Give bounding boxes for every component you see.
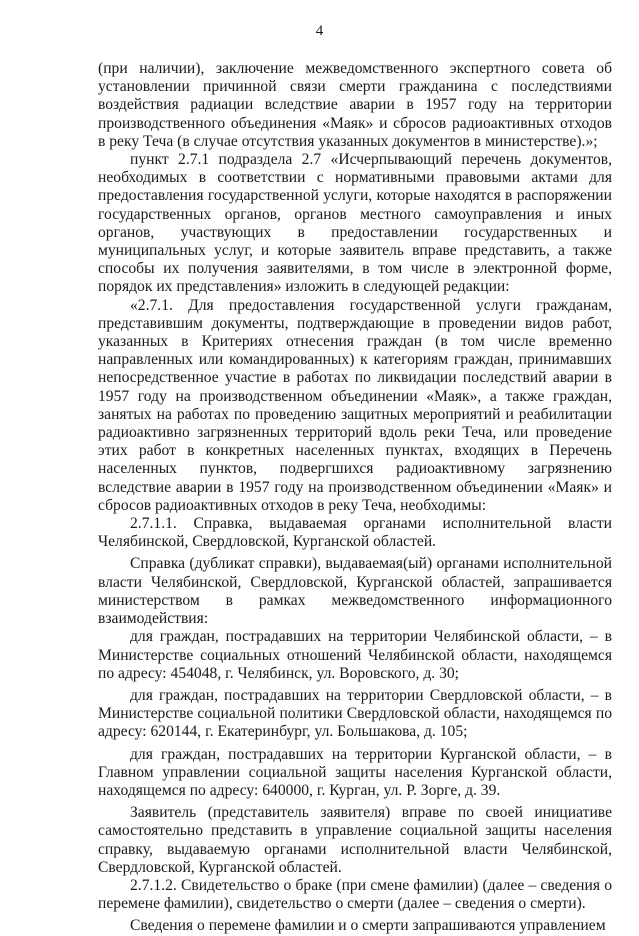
paragraph-name-change-death: Сведения о перемене фамилии и о смерти запрашиваются управлением bbox=[130, 917, 606, 935]
paragraph-kurgan: для граждан, пострадавших на территории Курганской области, – в Главном управлении социальной защиты населения Курганской области, находящемся по адресу: 640000, г. Курган, ул. Р. Зорге, д. 39. bbox=[98, 745, 612, 799]
paragraph-continuation: (при наличии), заключение межведомственного экспертного совета об установлении причинной связи смерти гражданина с последствиями воздействия радиации вследствие аварии в 1957 году на территории производственного объединения «Маяк» и сбросов радиоактивных отходов в реку Теча (в случае отсутствия указанных документов в министерстве).»; bbox=[98, 60, 612, 150]
paragraph-2-7-1-1: 2.7.1.1. Справка, выдаваемая органами исполнительной власти Челябинской, Свердловской, Курганской областей. bbox=[98, 515, 612, 551]
paragraph-2-7-1: «2.7.1. Для предоставления государственной услуги гражданам, представившим документы, подтверждающие в проведении видов работ, указанных в Критериях отнесения граждан (в том числе временно направленных или командированных) к категориям граждан, принимавших непосредственное участие в работах по ликвидации последствий аварии в 1957 году на производственном объединении «Маяк», а также граждан, занятых на работах по проведению защитных мероприятий и реабилитации радиоактивно загрязненных территорий вдоль реки Теча, или проведение этих работ в конкретных населенных пунктах, входящих в Перечень населенных пунктов, подвергшихся радиоактивному загрязнению вследствие аварии в 1957 году на производственном объединении «Маяк» и сбросов радиоактивных отходов в реку Теча, необходимы: bbox=[98, 296, 612, 514]
paragraph-2-7-1-2: 2.7.1.2. Свидетельство о браке (при смене фамилии) (далее – сведения о перемене фамилии), свидетельство о смерти (далее – сведения о смерти). bbox=[98, 876, 612, 913]
paragraph-sverdlovsk: для граждан, пострадавших на территории Свердловской области, – в Министерстве социальной политики Свердловской области, находящемся по адресу: 620144, г. Екатеринбург, ул. Большакова, д. 105; bbox=[98, 686, 612, 741]
document-body bbox=[98, 60, 612, 936]
paragraph-chelyabinsk: для граждан, пострадавших на территории Челябинской области, – в Министерстве социальных отношений Челябинской области, находящемся по адресу: 454048, г. Челябинск, ул. Воровского, д. 30; bbox=[98, 628, 612, 682]
paragraph-certificate-request: Справка (дубликат справки), выдаваемая(ый) органами исполнительной власти Челябинской, Свердловской, Курганской областей, запрашивается министерством в рамках межведомственного информационного взаимодействия: bbox=[98, 555, 612, 628]
paragraph-item-2-7-1-intro: пункт 2.7.1 подраздела 2.7 «Исчерпывающий перечень документов, необходимых в соответствии с нормативными правовыми актами для предоставления государственной услуги, которые находятся в распоряжении государственных органов, органов местного самоуправления и иных органов, участвующих в предоставлении государственных и муниципальных услуг, и которые заявитель вправе представить, а также способы их получения заявителями, в том числе в электронной форме, порядок их представления» изложить в следующей редакции: bbox=[98, 151, 612, 296]
paragraph-applicant-right: Заявитель (представитель заявителя) вправе по своей инициативе самостоятельно представить в управление социальной защиты населения справку, выдаваемую органами исполнительной власти Челябинской, Свердловской, Курганской областей. bbox=[98, 804, 612, 876]
page-number: 4 bbox=[315, 23, 324, 39]
